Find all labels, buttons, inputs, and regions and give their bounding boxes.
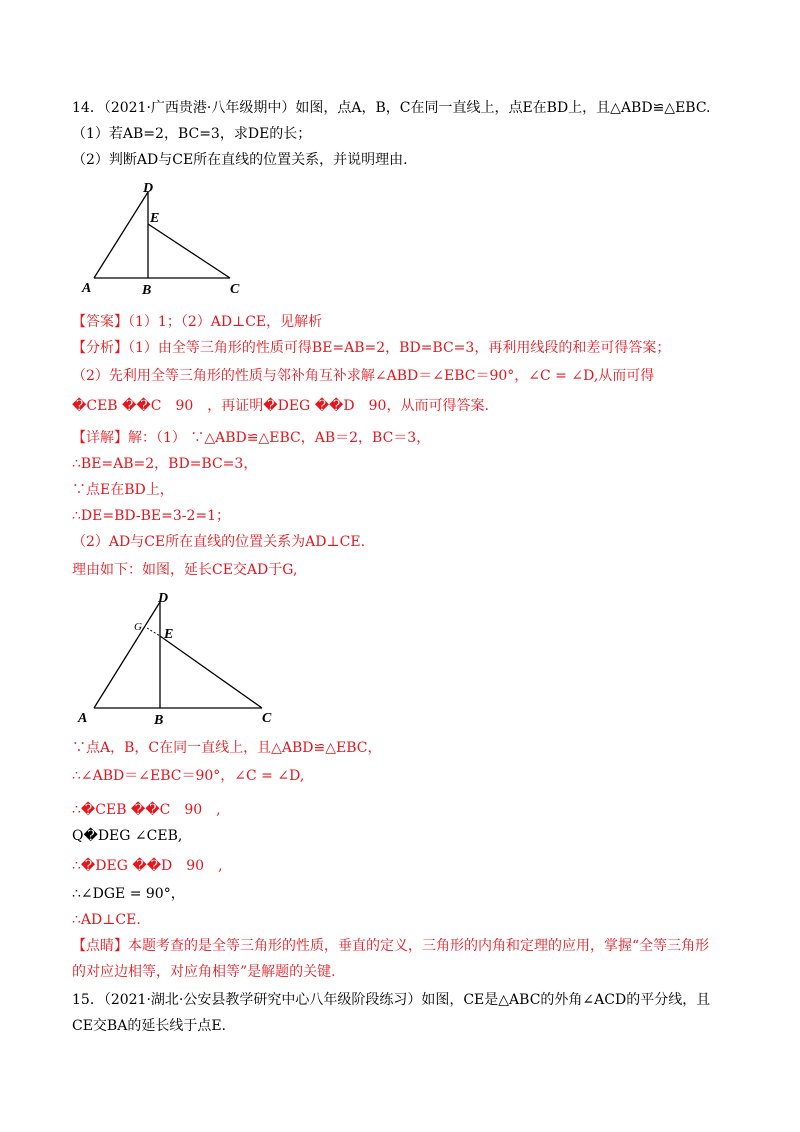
problem-14-part-1: （1）若AB=2，BC=3，求DE的长； (72, 126, 312, 142)
answer-line: 【答案】（1）1；（2）AD⊥CE，见解析 (72, 314, 323, 330)
label-d: D (158, 591, 169, 606)
analysis-line-1: 【分析】（1）由全等三角形的性质可得BE=AB=2，BD=BC=3，再利用线段的和差可得答案； (72, 340, 671, 356)
comment-line-1: 【点睛】本题考查的是全等三角形的性质，垂直的定义，三角形的内角和定理的应用，掌握“全等三角形 (72, 938, 710, 954)
label-b: B (142, 283, 152, 295)
step-line-7: ∴AD⊥CE. (72, 912, 141, 928)
analysis-line-2: （2）先利用全等三角形的性质与邻补角互补求解∠ABD＝∠EBC＝90°，∠C = ∠D,从而可得 (72, 368, 655, 384)
step-line-1: ∵点A，B，C在同一直线上，且△ABD≌△EBC， (72, 740, 382, 756)
label-a: A (78, 711, 88, 726)
analysis-line-3: �CEB ��C 90 ，再证明�DEG ��D 90，从而可得答案. (72, 398, 489, 414)
label-b: B (154, 713, 164, 726)
detail-line-1: 【详解】解：（1） ∵△ABD≌△EBC，AB＝2，BC＝3， (72, 430, 431, 446)
detail-line-4: ∴DE=BD-BE=3-2=1； (72, 508, 231, 524)
label-d: D (143, 181, 154, 196)
comment-line-2: 的对应边相等，对应角相等”是解题的关键. (72, 964, 336, 980)
label-c: C (262, 711, 272, 726)
triangle-figure-1 (70, 180, 260, 295)
label-e: E (150, 211, 160, 226)
label-g: G (134, 621, 142, 633)
problem-15-stem-1: 15．（2021·湖北·公安县教学研究中心八年级阶段练习）如图，CE是△ABC的外角∠ACD的平分线，且 (72, 992, 711, 1008)
step-line-3: ∴�CEB ��C 90 , (72, 802, 221, 818)
detail-line-5: （2）AD与CE所在直线的位置关系为AD⊥CE. (72, 534, 366, 550)
step-line-6: ∴∠DGE = 90°， (72, 886, 185, 902)
problem-15-stem-2: CE交BA的延长线于点E. (72, 1018, 226, 1034)
step-line-5: ∴�DEG ��D 90 , (72, 858, 223, 874)
label-e: E (164, 627, 174, 642)
step-line-2: ∴∠ABD＝∠EBC＝90°，∠C = ∠D, (72, 768, 305, 784)
step-line-4: Q�DEG ∠CEB, (72, 828, 183, 844)
label-c: C (230, 282, 240, 295)
triangle-figure-2 (72, 586, 292, 726)
detail-line-3: ∵点E在BD上， (72, 482, 174, 498)
problem-14-stem: 14．（2021·广西贵港·八年级期中）如图，点A，B，C在同一直线上，点E在BD上，且△ABD≌△EBC. (72, 100, 711, 116)
detail-line-2: ∴BE=AB=2，BD=BC=3， (72, 456, 258, 472)
label-a: A (82, 281, 92, 295)
problem-14-part-2: （2）判断AD与CE所在直线的位置关系，并说明理由. (72, 152, 408, 168)
detail-line-6: 理由如下：如图，延长CE交AD于G, (72, 562, 298, 578)
